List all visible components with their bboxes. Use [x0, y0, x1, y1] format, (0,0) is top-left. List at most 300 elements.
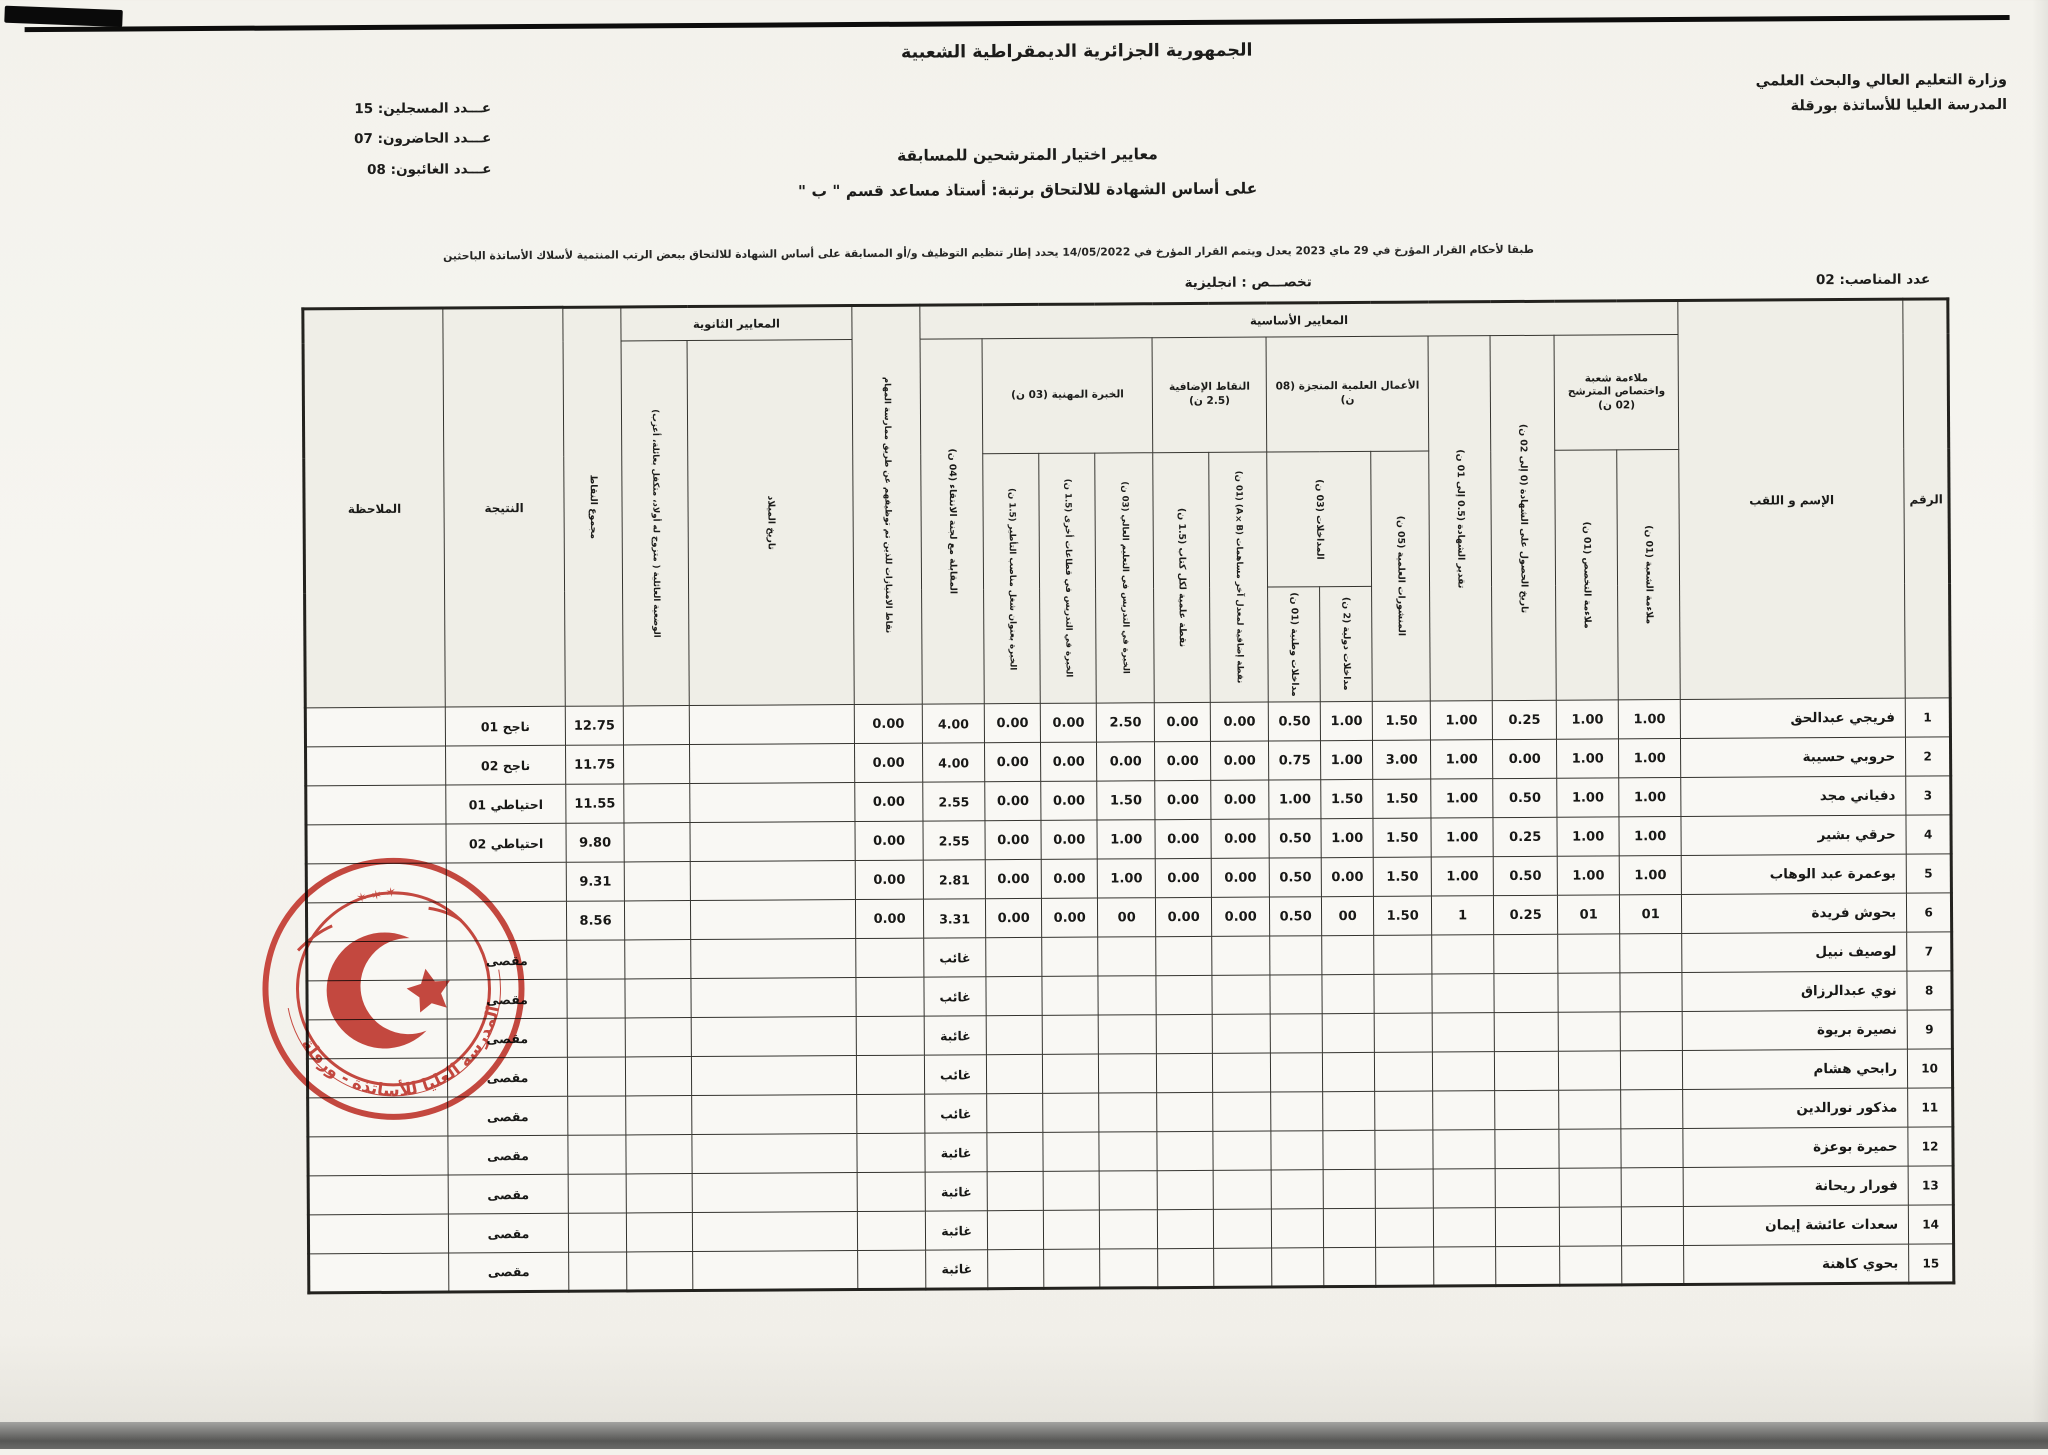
- stat-registered: [241, 93, 491, 125]
- cell-exp-admin: 0.00: [984, 704, 1040, 743]
- official-stamp: [227, 822, 560, 1155]
- cell-publications: [1374, 1013, 1432, 1052]
- cell-total: 8.56: [566, 901, 624, 940]
- cell-family: [626, 1213, 692, 1252]
- cell-talks-intl: 1.50: [1321, 780, 1373, 819]
- cell-result: مقصى: [447, 1058, 567, 1098]
- cell-fit-specialty: [1559, 1129, 1621, 1168]
- cell-privileges: [856, 977, 924, 1016]
- cell-exp-higher: [1099, 1171, 1157, 1210]
- cell-birth-date: [690, 900, 855, 940]
- cell-grad-date: 0.50: [1493, 779, 1557, 818]
- cell-publications: [1374, 935, 1432, 974]
- cell-fit-specialty: [1558, 1012, 1620, 1051]
- cell-family: [626, 1096, 692, 1135]
- table-body: [305, 698, 1954, 1293]
- cell-interview: 2.55: [923, 821, 985, 860]
- cell-talks-intl: 00: [1322, 897, 1374, 936]
- cell-exp-higher: 00: [1098, 898, 1156, 937]
- cell-result: مقصى: [448, 1136, 568, 1176]
- cell-fit-branch: [1621, 1129, 1683, 1168]
- cell-fit-specialty: 1.00: [1556, 700, 1618, 739]
- stamp-stars: ✶ ✶ ✶: [355, 884, 399, 907]
- cell-exp-higher: [1100, 1249, 1158, 1288]
- cell-total: 9.80: [566, 823, 624, 862]
- cell-birth-date: [692, 1095, 857, 1135]
- cell-name: بوعمرة عبد الوهاب: [1681, 854, 1906, 894]
- col-experience-other-sectors: الخبرة في التدريس في قطاعات أخرى (1.5 ن): [1039, 453, 1097, 704]
- cell-result: ناجح 01: [445, 707, 565, 747]
- cell-privileges: 0.00: [854, 704, 922, 743]
- cell-exp-other: 0.00: [1041, 859, 1097, 898]
- cell-birth-date: [690, 861, 855, 901]
- republic-title: الجمهورية الجزائرية الديمقراطية الشعبية: [900, 40, 1253, 63]
- cell-talks-natl: [1272, 1248, 1324, 1287]
- cell-bonus-book: [1157, 1210, 1213, 1249]
- cell-grade: 1.00: [1431, 818, 1493, 857]
- posts-count-label: عدد المناصب: 02: [1815, 271, 1931, 289]
- cell-birth-date: [692, 1134, 857, 1174]
- cell-interview: 2.81: [923, 860, 985, 899]
- col-result: النتيجة: [443, 307, 565, 707]
- cell-bonus-book: 0.00: [1156, 898, 1212, 937]
- cell-publications: [1374, 974, 1432, 1013]
- cell-talks-natl: [1271, 1053, 1323, 1092]
- cell-family: [624, 862, 690, 901]
- cell-talks-natl: [1270, 1014, 1322, 1053]
- cell-total: 11.55: [566, 784, 624, 823]
- cell-total: [568, 1174, 626, 1213]
- stat-present: [241, 124, 491, 156]
- cell-exp-other: [1044, 1249, 1100, 1288]
- cell-publications: 1.50: [1373, 818, 1431, 857]
- cell-grade: 1.00: [1431, 779, 1493, 818]
- cell-total: 12.75: [565, 706, 623, 745]
- col-total-points: مجموع النقاط: [563, 307, 623, 707]
- col-experience-supervisory: الخبرة بعنوان شغل مناصب التأطير (1.5 ن): [983, 453, 1041, 704]
- cell-interview: 2.55: [923, 782, 985, 821]
- cell-fit-specialty: [1560, 1246, 1622, 1285]
- cell-privileges: [856, 1055, 924, 1094]
- cell-privileges: [856, 1016, 924, 1055]
- cell-total: [567, 979, 625, 1018]
- cell-exp-admin: 0.00: [985, 821, 1041, 860]
- ministry-block: [1427, 68, 2007, 122]
- cell-total: [567, 940, 625, 979]
- cell-talks-intl: [1323, 1053, 1375, 1092]
- criteria-table: [301, 297, 1955, 1294]
- star-icon: [404, 965, 455, 1014]
- cell-fit-specialty: 1.00: [1557, 856, 1619, 895]
- cell-remark: [305, 707, 445, 747]
- cell-bonus-book: 0.00: [1155, 742, 1211, 781]
- cell-bonus-book: 0.00: [1155, 820, 1211, 859]
- cell-interview: 4.00: [923, 743, 985, 782]
- cell-grade: [1434, 1247, 1496, 1286]
- cell-interview: غائبة: [926, 1250, 988, 1289]
- col-national-talks: مداخلات وطنية (01 ن): [1268, 587, 1321, 703]
- cell-talks-intl: 1.00: [1321, 741, 1373, 780]
- cell-fit-branch: 1.00: [1619, 739, 1681, 778]
- cell-no: 10: [1908, 1049, 1953, 1088]
- cell-grade: [1433, 1169, 1495, 1208]
- cell-total: 9.31: [566, 862, 624, 901]
- cell-talks-intl: [1323, 1209, 1375, 1248]
- cell-bonus-contrib: [1213, 1170, 1271, 1209]
- cell-no: 3: [1906, 776, 1951, 815]
- cell-family: [625, 1018, 691, 1057]
- cell-exp-higher: [1099, 1132, 1157, 1171]
- cell-interview: غائبة: [925, 1211, 987, 1250]
- cell-interview: غائب: [924, 938, 986, 977]
- cell-exp-other: [1043, 1210, 1099, 1249]
- cell-bonus-contrib: [1213, 1209, 1271, 1248]
- group-main-criteria: المعايير الأساسية: [920, 301, 1678, 340]
- cell-fit-branch: [1621, 1207, 1683, 1246]
- cell-fit-branch: [1621, 1051, 1683, 1090]
- cell-grad-date: [1494, 935, 1558, 974]
- cell-talks-intl: [1323, 1092, 1375, 1131]
- cell-talks-natl: 0.75: [1269, 741, 1321, 780]
- cell-no: 13: [1908, 1166, 1953, 1205]
- cell-grade: [1433, 1130, 1495, 1169]
- cell-publications: 1.50: [1374, 896, 1432, 935]
- cell-grade: [1432, 974, 1494, 1013]
- cell-bonus-contrib: [1212, 1014, 1270, 1053]
- cell-fit-branch: [1620, 973, 1682, 1012]
- cell-talks-natl: [1270, 936, 1322, 975]
- cell-exp-admin: 0.00: [986, 899, 1042, 938]
- cell-name: فورار ريحانة: [1683, 1166, 1908, 1206]
- stat-registered-value: 15: [354, 100, 374, 118]
- cell-no: 6: [1907, 893, 1952, 932]
- cell-talks-intl: [1323, 1131, 1375, 1170]
- cell-result: ناجح 02: [446, 746, 566, 786]
- cell-talks-intl: [1322, 1014, 1374, 1053]
- cell-talks-natl: 0.50: [1268, 702, 1320, 741]
- cell-exp-admin: 0.00: [985, 743, 1041, 782]
- group-bonus-points: النقاط الإضافية (2.5 ن): [1152, 337, 1267, 453]
- cell-exp-admin: [987, 1172, 1043, 1211]
- cell-privileges: [856, 938, 924, 977]
- cell-no: 9: [1907, 1010, 1952, 1049]
- cell-birth-date: [692, 1173, 857, 1213]
- stat-absent: [241, 154, 491, 186]
- col-publications: المنشورات العلمية (05 ن): [1371, 451, 1431, 702]
- cell-grad-date: 0.50: [1493, 857, 1557, 896]
- cell-total: [569, 1252, 627, 1291]
- cell-family: [625, 940, 691, 979]
- cell-grade: [1433, 1091, 1495, 1130]
- cell-fit-specialty: [1559, 1090, 1621, 1129]
- cell-remark: [308, 1214, 448, 1254]
- col-specialty-fit: ملاءمة التخصص (01 ن): [1555, 450, 1619, 701]
- cell-exp-higher: 2.50: [1096, 703, 1154, 742]
- cell-talks-intl: [1323, 1170, 1375, 1209]
- cell-result: مقصى: [448, 1175, 568, 1215]
- cell-fit-branch: [1622, 1246, 1684, 1285]
- cell-result: مقصى: [447, 1019, 567, 1059]
- cell-talks-intl: [1322, 936, 1374, 975]
- cell-result: احتياطي 02: [446, 824, 566, 864]
- col-graduation-date: تاريخ الحصول على الشهادة (0 إلى 02 ن): [1490, 335, 1556, 701]
- cell-exp-admin: [986, 977, 1042, 1016]
- cell-grad-date: [1495, 1091, 1559, 1130]
- col-family-status: الوضعية العائلية ( متزوج له أولاد، متكفل بعائلة، أعزب): [621, 341, 689, 707]
- cell-fit-specialty: [1559, 1207, 1621, 1246]
- cell-publications: [1375, 1208, 1433, 1247]
- cell-bonus-contrib: 0.00: [1211, 780, 1269, 819]
- cell-privileges: 0.00: [855, 743, 923, 782]
- col-birth-date: تاريخ الميلاد: [687, 340, 854, 706]
- cell-family: [625, 1057, 691, 1096]
- cell-exp-higher: [1098, 937, 1156, 976]
- document-subtitle: على أساس الشهادة للالتحاق برتبة: أستاذ مساعد قسم " ب ": [797, 179, 1258, 201]
- cell-bonus-book: 0.00: [1154, 703, 1210, 742]
- cell-talks-natl: 1.00: [1269, 780, 1321, 819]
- cell-bonus-contrib: [1212, 936, 1270, 975]
- cell-result: مقصى: [447, 941, 567, 981]
- cell-interview: 4.00: [922, 704, 984, 743]
- cell-talks-intl: [1322, 975, 1374, 1014]
- decree-reference-line: طبقا لأحكام القرار المؤرخ في 29 ماي 2023 يعدل ويتمم القرار المؤرخ في 14/05/2022 يحدد إطار تنظيم التوظيف و/أو المسابقة على أساس الشهادة للالتحاق ببعض الرتب المنتمية لأسلاك الأساتذة الباحثين: [443, 242, 1534, 263]
- cell-fit-specialty: 1.00: [1557, 778, 1619, 817]
- cell-talks-intl: [1324, 1248, 1376, 1287]
- cell-grade: [1432, 935, 1494, 974]
- cell-birth-date: [690, 822, 855, 862]
- cell-exp-admin: [987, 1211, 1043, 1250]
- cell-talks-natl: [1271, 1170, 1323, 1209]
- cell-birth-date: [691, 1017, 856, 1057]
- cell-fit-specialty: 1.00: [1557, 739, 1619, 778]
- cell-birth-date: [689, 705, 854, 745]
- cell-talks-natl: 0.50: [1269, 858, 1321, 897]
- cell-privileges: 0.00: [855, 899, 923, 938]
- cell-publications: [1375, 1091, 1433, 1130]
- cell-fit-branch: [1621, 1168, 1683, 1207]
- cell-grad-date: 0.25: [1494, 896, 1558, 935]
- cell-name: رابحي هشام: [1683, 1049, 1908, 1089]
- cell-interview: غائبة: [925, 1133, 987, 1172]
- cell-talks-natl: 0.50: [1270, 897, 1322, 936]
- cell-bonus-book: [1156, 976, 1212, 1015]
- cell-no: 8: [1907, 971, 1952, 1010]
- crescent-icon: [317, 927, 428, 1058]
- cell-privileges: 0.00: [855, 782, 923, 821]
- cell-fit-branch: [1620, 934, 1682, 973]
- cell-interview: 3.31: [923, 899, 985, 938]
- cell-exp-admin: 0.00: [985, 782, 1041, 821]
- cell-publications: 1.50: [1373, 857, 1431, 896]
- cell-name: دفياني مجد: [1681, 776, 1906, 816]
- col-experience-higher-ed: الخبرة في التدريس في التعليم العالي (03 ن): [1095, 453, 1155, 704]
- cell-family: [624, 784, 690, 823]
- cell-family: [626, 1174, 692, 1213]
- cell-no: 11: [1908, 1088, 1953, 1127]
- cell-grade: [1433, 1052, 1495, 1091]
- cell-bonus-contrib: 0.00: [1210, 702, 1268, 741]
- cell-interview: غائبة: [925, 1172, 987, 1211]
- cell-fit-branch: [1621, 1090, 1683, 1129]
- stat-registered-label: عـــدد المسجلين:: [377, 100, 492, 117]
- cell-family: [624, 823, 690, 862]
- cell-exp-higher: 0.00: [1097, 742, 1155, 781]
- cell-fit-branch: 1.00: [1619, 817, 1681, 856]
- cell-total: [568, 1135, 626, 1174]
- cell-exp-other: 0.00: [1041, 742, 1097, 781]
- cell-exp-higher: 1.00: [1097, 859, 1155, 898]
- cell-exp-admin: 0.00: [985, 860, 1041, 899]
- cell-name: نصيرة بريوة: [1682, 1010, 1907, 1050]
- cell-publications: 1.50: [1372, 701, 1430, 740]
- cell-birth-date: [691, 939, 856, 979]
- top-rule-line: [25, 15, 2010, 32]
- cell-publications: 3.00: [1373, 740, 1431, 779]
- cell-fit-branch: 1.00: [1618, 700, 1680, 739]
- cell-fit-branch: 01: [1620, 895, 1682, 934]
- cell-birth-date: [690, 783, 855, 823]
- cell-name: سعدات عائشة إيمان: [1683, 1205, 1908, 1245]
- cell-talks-natl: [1270, 975, 1322, 1014]
- cell-bonus-contrib: [1214, 1248, 1272, 1287]
- cell-name: بحوش فريدة: [1682, 893, 1907, 933]
- stat-present-value: 07: [353, 131, 373, 148]
- col-name: الإسم و اللقب: [1678, 299, 1905, 700]
- cell-talks-intl: 0.00: [1321, 858, 1373, 897]
- cell-bonus-contrib: [1213, 1053, 1271, 1092]
- cell-remark: [306, 785, 446, 825]
- cell-exp-higher: [1098, 1015, 1156, 1054]
- cell-birth-date: [691, 1056, 856, 1096]
- cell-grad-date: 0.25: [1493, 818, 1557, 857]
- cell-talks-natl: 0.50: [1269, 819, 1321, 858]
- stat-absent-label: عـــدد الغائبون:: [390, 160, 492, 178]
- cell-bonus-book: [1156, 1015, 1212, 1054]
- cell-privileges: [858, 1250, 926, 1289]
- cell-interview: غائبة: [924, 1016, 986, 1055]
- stat-absent-value: 08: [367, 161, 386, 178]
- cell-family: [627, 1252, 693, 1291]
- cell-interview: غائب: [925, 1094, 987, 1133]
- cell-bonus-contrib: 0.00: [1211, 741, 1269, 780]
- cell-grade: [1433, 1208, 1495, 1247]
- cell-no: 12: [1908, 1127, 1953, 1166]
- cell-grade: 1.00: [1431, 857, 1493, 896]
- cell-bonus-book: 0.00: [1155, 781, 1211, 820]
- cell-total: [567, 1018, 625, 1057]
- group-secondary-criteria: المعايير الثانوية: [621, 306, 852, 341]
- scan-edge-shade: [2032, 0, 2048, 1449]
- cell-no: 2: [1906, 737, 1951, 776]
- cell-bonus-contrib: 0.00: [1211, 858, 1269, 897]
- cell-bonus-book: [1157, 1054, 1213, 1093]
- cell-publications: [1375, 1052, 1433, 1091]
- cell-exp-admin: [987, 1133, 1043, 1172]
- cell-fit-specialty: [1558, 934, 1620, 973]
- cell-grade: 1: [1432, 896, 1494, 935]
- cell-remark: [309, 1253, 449, 1293]
- cell-talks-intl: 1.00: [1320, 702, 1372, 741]
- cell-total: [567, 1057, 625, 1096]
- school-line: المدرسة العليا للأساتذة بورقلة: [1790, 97, 2008, 115]
- cell-privileges: [857, 1133, 925, 1172]
- cell-exp-higher: [1099, 1054, 1157, 1093]
- cell-family: [625, 979, 691, 1018]
- cell-exp-other: 0.00: [1041, 781, 1097, 820]
- cell-exp-other: [1043, 1132, 1099, 1171]
- cell-remark: [306, 746, 446, 786]
- cell-grad-date: [1495, 1169, 1559, 1208]
- cell-exp-higher: [1098, 976, 1156, 1015]
- cell-grad-date: [1496, 1247, 1560, 1286]
- col-remark: الملاحظة: [303, 308, 445, 708]
- col-bonus-contribution: نقطة إضافية لمعدل آخر مساهمات (A×B) (01 ن): [1209, 452, 1269, 703]
- cell-result: مقصى: [448, 1214, 568, 1254]
- cell-bonus-contrib: 0.00: [1212, 897, 1270, 936]
- stats-block: [241, 93, 492, 186]
- cell-grad-date: [1495, 1130, 1559, 1169]
- cell-family: [623, 706, 689, 745]
- cell-privileges: 0.00: [855, 821, 923, 860]
- cell-exp-higher: [1099, 1210, 1157, 1249]
- cell-name: بحوي كاهنة: [1684, 1244, 1909, 1284]
- cell-bonus-contrib: 0.00: [1211, 819, 1269, 858]
- specialty-label: تخصـــص : انجليزية: [1184, 274, 1312, 292]
- stamp-school-text: المدرسة العليا للأساتذة - ورقلة: [296, 1004, 504, 1101]
- cell-total: 11.75: [566, 745, 624, 784]
- ministry-line: وزارة التعليم العالي والبحث العلمي: [1755, 71, 2008, 90]
- document-title: معايير اختيار المترشحين للمسابقة: [896, 145, 1158, 165]
- col-degree-grade: تقدير الشهادة (0.5 إلى 01 ن): [1428, 336, 1492, 702]
- cell-bonus-contrib: [1212, 975, 1270, 1014]
- col-bonus-book: نقطة علمية لكل كتاب (1.5 ن): [1153, 452, 1211, 703]
- cell-interview: غائب: [924, 1055, 986, 1094]
- cell-family: [626, 1135, 692, 1174]
- cell-no: 4: [1906, 815, 1951, 854]
- cell-bonus-contrib: [1213, 1092, 1271, 1131]
- cell-name: نوي عبدالرزاق: [1682, 971, 1907, 1011]
- col-interview: المقابلة مع لجنة الانتقاء (04 ن): [920, 339, 984, 705]
- cell-no: 1: [1905, 698, 1950, 737]
- cell-interview: غائب: [924, 977, 986, 1016]
- cell-name: حروبي حسيبة: [1681, 737, 1906, 777]
- cell-bonus-book: [1157, 1093, 1213, 1132]
- group-professional-experience: الخبرة المهنية (03 ن): [982, 338, 1153, 454]
- cell-name: فريجي عبدالحق: [1680, 698, 1905, 738]
- cell-name: لوصيف نبيل: [1682, 932, 1907, 972]
- cell-name: حرقي بشير: [1681, 815, 1906, 855]
- cell-birth-date: [690, 744, 855, 784]
- cell-exp-other: [1042, 937, 1098, 976]
- cell-bonus-book: [1156, 937, 1212, 976]
- col-international-talks: مداخلات دولية (2 ن): [1320, 586, 1373, 702]
- col-number: الرقم: [1903, 299, 1950, 699]
- cell-exp-other: [1042, 976, 1098, 1015]
- cell-publications: [1375, 1130, 1433, 1169]
- cell-exp-other: [1043, 1054, 1099, 1093]
- group-scientific-works: الأعمال العلمية المنجزة (08 ن): [1266, 336, 1429, 452]
- cell-exp-other: 0.00: [1042, 898, 1098, 937]
- group-branch-fit: ملاءمة شعبة واختصاص المترشح (02 ن): [1554, 334, 1679, 450]
- cell-exp-admin: [987, 1094, 1043, 1133]
- cell-exp-other: 0.00: [1041, 820, 1097, 859]
- cell-result: احتياطي 01: [446, 785, 566, 825]
- cell-result: مقصى: [447, 980, 567, 1020]
- stat-present-label: عـــدد الحاضرون:: [377, 130, 492, 148]
- cell-exp-higher: [1099, 1093, 1157, 1132]
- cell-publications: 1.50: [1373, 779, 1431, 818]
- cell-family: [624, 745, 690, 784]
